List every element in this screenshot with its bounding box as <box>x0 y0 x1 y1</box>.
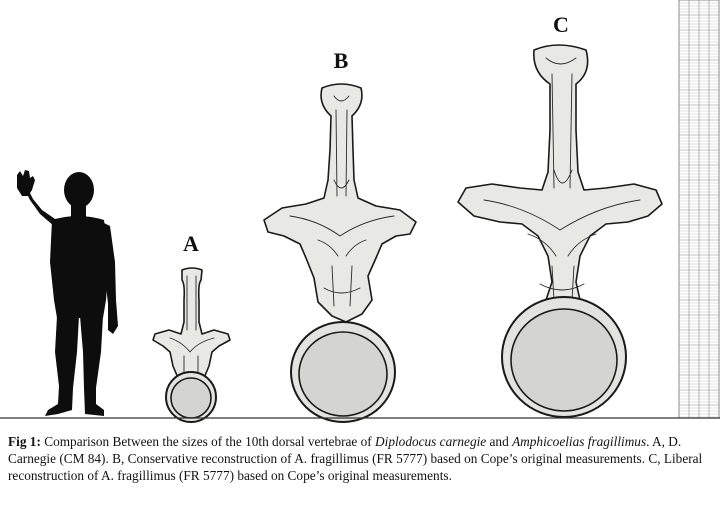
caption-text-1: Comparison Between the sizes of the 10th dorsal vertebrae of <box>40 434 376 449</box>
scale-bar <box>679 0 719 418</box>
caption-taxon-1: Diplodocus carnegie <box>375 434 487 449</box>
caption-text-3: . A, D. Carnegie (CM 84). B, Conservative reconstruction of A. fragillimus (FR 5777) based on Cope’s original measurements. C, Liberal reconstruction of A. fragillimus (FR 5777) based on Cope’s original measurements. <box>8 434 703 484</box>
figure-caption <box>8 433 714 485</box>
caption-fig-label: Fig 1: <box>8 434 41 449</box>
vertebra-b <box>264 84 416 422</box>
caption-text-2: and <box>486 434 513 449</box>
vertebra-c <box>458 45 662 417</box>
label-a: A <box>183 231 199 256</box>
label-b: B <box>333 48 349 73</box>
label-c: C <box>553 12 569 37</box>
caption-taxon-2: Amphicoelias fragillimus <box>512 434 647 449</box>
human-silhouette <box>17 170 118 416</box>
vertebra-a <box>153 268 230 422</box>
